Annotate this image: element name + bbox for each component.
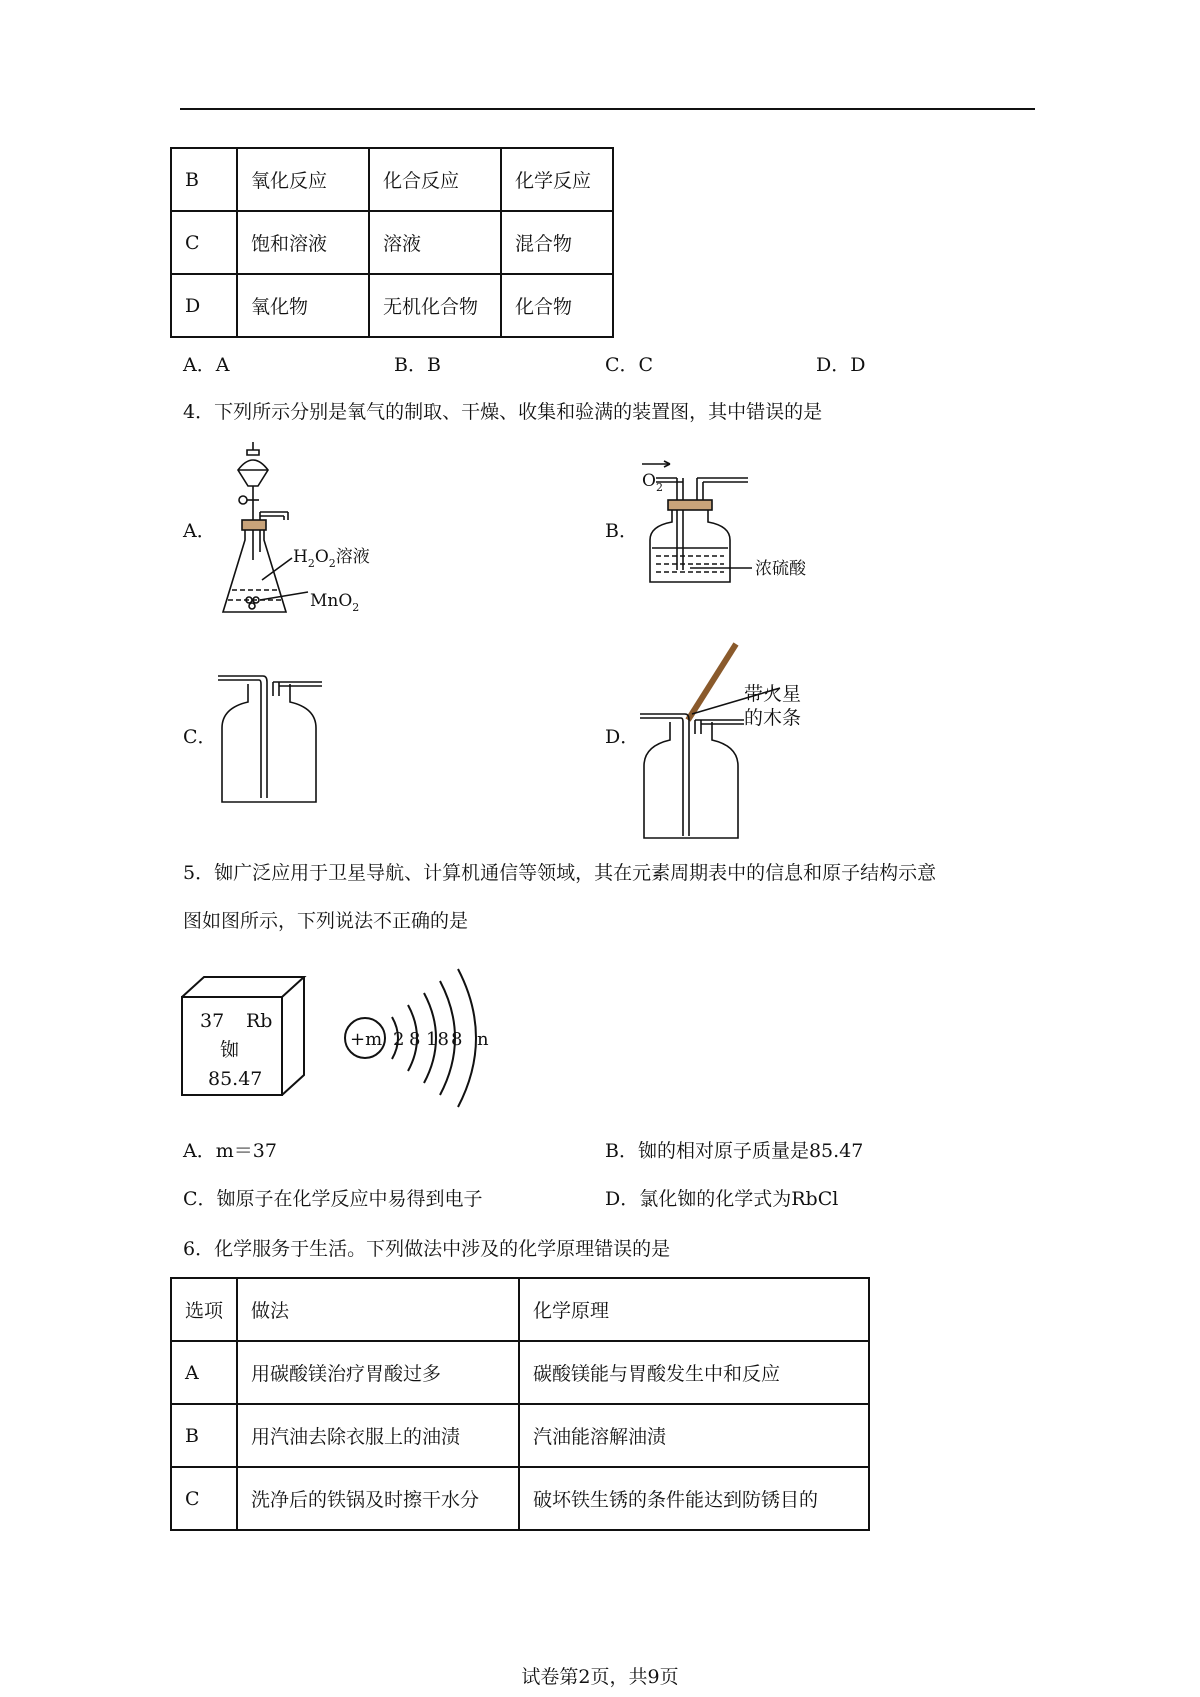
q5-option-d[interactable]: D．氯化铷的化学式为RbCl bbox=[605, 1188, 839, 1210]
page-footer: 试卷第2页，共9页 bbox=[521, 1666, 679, 1688]
table-row bbox=[171, 1341, 869, 1404]
splint-label-line1: 带火星 bbox=[744, 683, 802, 705]
q5-option-b[interactable]: B．铷的相对原子质量是85.47 bbox=[605, 1140, 864, 1162]
table-cell: 汽油能溶解油渍 bbox=[519, 1404, 869, 1467]
table-row bbox=[171, 148, 613, 211]
nucleus-charge: +m bbox=[350, 1029, 383, 1050]
table-cell: 洗净后的铁锅及时擦干水分 bbox=[237, 1467, 519, 1530]
table-cell: B bbox=[171, 1404, 237, 1467]
q4-stem: 4．下列所示分别是氧气的制取、干燥、收集和验满的装置图，其中错误的是 bbox=[183, 401, 823, 423]
splint-label-line2: 的木条 bbox=[744, 707, 802, 729]
classification-table bbox=[170, 147, 614, 338]
shell-4: 8 bbox=[451, 1029, 463, 1050]
column-header-principle: 化学原理 bbox=[519, 1278, 869, 1341]
shell-2: 8 bbox=[409, 1029, 421, 1050]
q3-option-b[interactable]: B．B bbox=[394, 354, 441, 376]
shell-5: n bbox=[477, 1029, 489, 1050]
shell-3: 18 bbox=[426, 1029, 449, 1050]
table-cell: 氧化反应 bbox=[237, 148, 369, 211]
q5-stem-line1: 5．铷广泛应用于卫星导航、计算机通信等领域，其在元素周期表中的信息和原子结构示意 bbox=[183, 862, 937, 884]
table-row bbox=[171, 274, 613, 337]
table-cell: 化学反应 bbox=[501, 148, 613, 211]
q4-option-b[interactable]: B． bbox=[605, 520, 638, 542]
test-full-diagram bbox=[640, 640, 870, 840]
oxygen-generator-diagram bbox=[210, 440, 400, 620]
table-cell: 饱和溶液 bbox=[237, 211, 369, 274]
atomic-number: 37 bbox=[200, 1010, 225, 1032]
table-cell: 混合物 bbox=[501, 211, 613, 274]
q3-option-d[interactable]: D．D bbox=[816, 354, 866, 376]
element-card bbox=[180, 975, 330, 1100]
q5-option-c[interactable]: C．铷原子在化学反应中易得到电子 bbox=[183, 1188, 483, 1210]
table-cell: 化合反应 bbox=[369, 148, 501, 211]
table-cell: 溶液 bbox=[369, 211, 501, 274]
h2o2-label: $H_2O_2$溶液 bbox=[293, 547, 370, 570]
o2-label: $O_2$ bbox=[642, 471, 663, 494]
atomic-structure-diagram bbox=[340, 955, 510, 1115]
q3-option-c[interactable]: C．C bbox=[605, 354, 654, 376]
table-row bbox=[171, 1467, 869, 1530]
table-cell: D bbox=[171, 274, 237, 337]
table-header-row bbox=[171, 1278, 869, 1341]
q4-option-d[interactable]: D． bbox=[605, 726, 640, 748]
table-cell: 无机化合物 bbox=[369, 274, 501, 337]
atomic-mass: 85.47 bbox=[208, 1068, 263, 1090]
table-cell: C bbox=[171, 211, 237, 274]
table-cell: 化合物 bbox=[501, 274, 613, 337]
chemistry-principle-table bbox=[170, 1277, 870, 1531]
table-cell: 用碳酸镁治疗胃酸过多 bbox=[237, 1341, 519, 1404]
table-cell: 破坏铁生锈的条件能达到防锈目的 bbox=[519, 1467, 869, 1530]
q4-option-c[interactable]: C． bbox=[183, 726, 217, 748]
q6-stem: 6．化学服务于生活。下列做法中涉及的化学原理错误的是 bbox=[183, 1238, 671, 1260]
element-name: 铷 bbox=[220, 1039, 240, 1061]
q4-option-a[interactable]: A． bbox=[183, 520, 216, 542]
column-header-method: 做法 bbox=[237, 1278, 519, 1341]
header-rule bbox=[180, 108, 1035, 110]
table-cell: A bbox=[171, 1341, 237, 1404]
drying-bottle-diagram bbox=[630, 470, 860, 600]
collection-bottle-diagram bbox=[218, 670, 328, 810]
table-cell: B bbox=[171, 148, 237, 211]
table-row bbox=[171, 1404, 869, 1467]
table-cell: 氧化物 bbox=[237, 274, 369, 337]
q3-option-a[interactable]: A．A bbox=[183, 354, 230, 376]
table-cell: C bbox=[171, 1467, 237, 1530]
q5-option-a[interactable]: A．m＝37 bbox=[183, 1140, 277, 1162]
conc-acid-label: 浓硫酸 bbox=[755, 559, 806, 579]
q5-stem-line2: 图如图所示，下列说法不正确的是 bbox=[183, 910, 469, 932]
mno2-label: MnO$_2$ bbox=[310, 591, 360, 614]
table-cell: 碳酸镁能与胃酸发生中和反应 bbox=[519, 1341, 869, 1404]
column-header-option: 选项 bbox=[171, 1278, 237, 1341]
table-row bbox=[171, 211, 613, 274]
table-cell: 用汽油去除衣服上的油渍 bbox=[237, 1404, 519, 1467]
shell-1: 2 bbox=[393, 1029, 405, 1050]
element-symbol: Rb bbox=[246, 1010, 273, 1032]
